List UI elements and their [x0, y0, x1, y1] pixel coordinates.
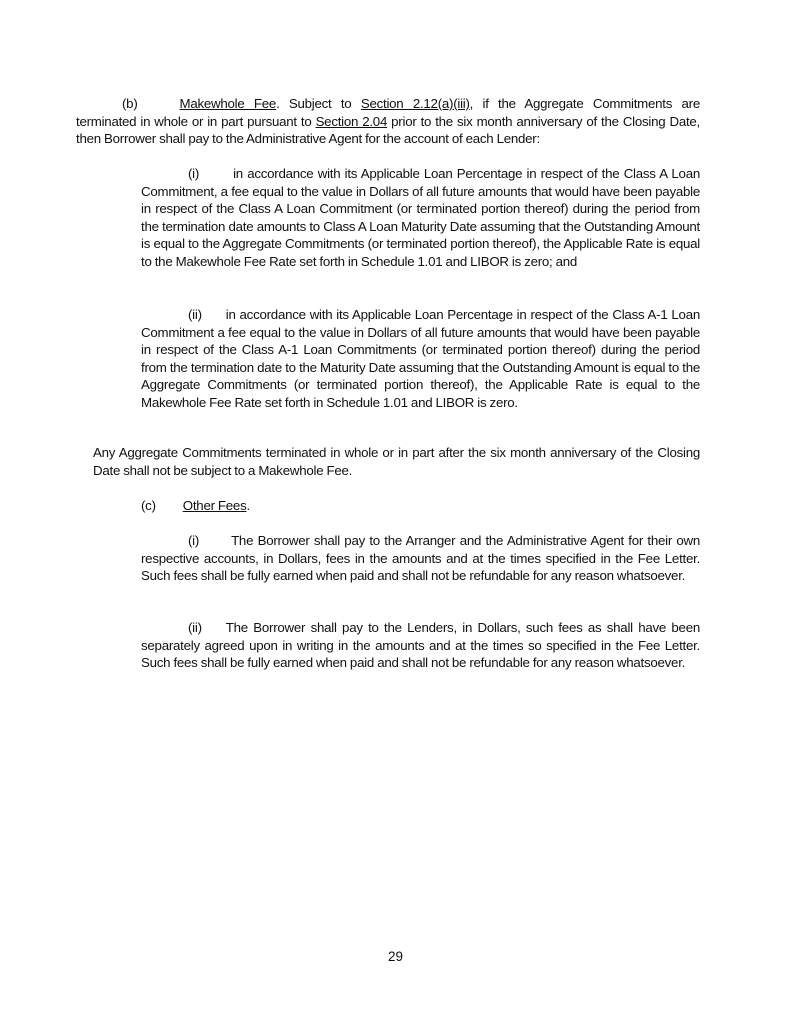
section-c-item-i-label: (i) [188, 533, 200, 548]
section-c-item-ii-label: (ii) [188, 620, 202, 635]
section-b-item-i-label: (i) [188, 166, 200, 181]
page-number: 29 [387, 949, 404, 964]
section-c-item-i [141, 532, 700, 585]
section-b-heading-end: . [276, 96, 280, 111]
section-2-04-reference-link[interactable]: Section 2.04 [315, 113, 388, 129]
section-b-lead2: , if the Aggregate Commitments are terminated in whole or in part pursuant to [76, 96, 700, 129]
section-2-12-reference-link[interactable]: Section 2.12(a)(iii) [360, 96, 470, 111]
section-c-item-ii-text: The Borrower shall pay to the Lenders, in Dollars, such fees as shall have been separately agreed upon in writing in the amounts and at the times so specified in the Fee Letter. Such fees shall be fully earned when paid and shall not be refundable for any reason whatsoever. [141, 620, 700, 671]
section-b-paragraph [76, 95, 700, 148]
section-b-closing: Any Aggregate Commitments terminated in whole or in part after the six month anniversary of the Closing Date shall not be subject to a Makewhole Fee. [93, 445, 700, 478]
section-b-item-i [141, 165, 700, 271]
section-b-label: (b) [122, 96, 138, 111]
section-b-item-ii-text: in accordance with its Applicable Loan Percentage in respect of the Class A-1 Loan Commitment a fee equal to the value in Dollars of all future amounts that would have been payable in respect of the Class A-1 Loan Commitments (or terminated portion thereof) during the period from the termination date to the Maturity Date assuming that the Outstanding Amount is equal to the Aggregate Commitments (or terminated portion thereof), the Applicable Rate is equal to the Makewhole Fee Rate set forth in Schedule 1.01 and LIBOR is zero. [141, 307, 700, 410]
section-c-item-i-text: The Borrower shall pay to the Arranger and the Administrative Agent for their own respective accounts, in Dollars, fees in the amounts and at the times specified in the Fee Letter. Such fees shall be fully earned when paid and shall not be refundable for any reason whatsoever. [141, 533, 700, 584]
section-c-label: (c) [141, 498, 156, 513]
section-b-item-ii-label: (ii) [188, 307, 202, 322]
section-b-item-i-text: in accordance with its Applicable Loan Percentage in respect of the Class A Loan Commitment, a fee equal to the value in Dollars of all future amounts that would have been payable in respect of the Class A Loan Commitment (or terminated portion thereof) during the period from the termination date amounts to Class A Loan Maturity Date assuming that the Outstanding Amount is equal to the Aggregate Commitments (or terminated portion thereof), the Applicable Rate is equal to the Makewhole Fee Rate set forth in Schedule 1.01 and LIBOR is zero; and [141, 166, 700, 269]
section-b-heading: Makewhole Fee [179, 96, 277, 111]
section-c-item-ii [141, 619, 700, 672]
section-c-heading-line [141, 497, 700, 515]
section-b-lead1: Subject to [279, 96, 361, 111]
section-c-heading-end: . [246, 498, 250, 513]
section-b-lead3: prior to the six month anniversary of the Closing Date, then Borrower shall pay to the Administrative Agent for the account of each Lender: [76, 113, 701, 147]
section-c-heading: Other Fees [182, 498, 247, 513]
section-b-item-ii [141, 306, 700, 412]
